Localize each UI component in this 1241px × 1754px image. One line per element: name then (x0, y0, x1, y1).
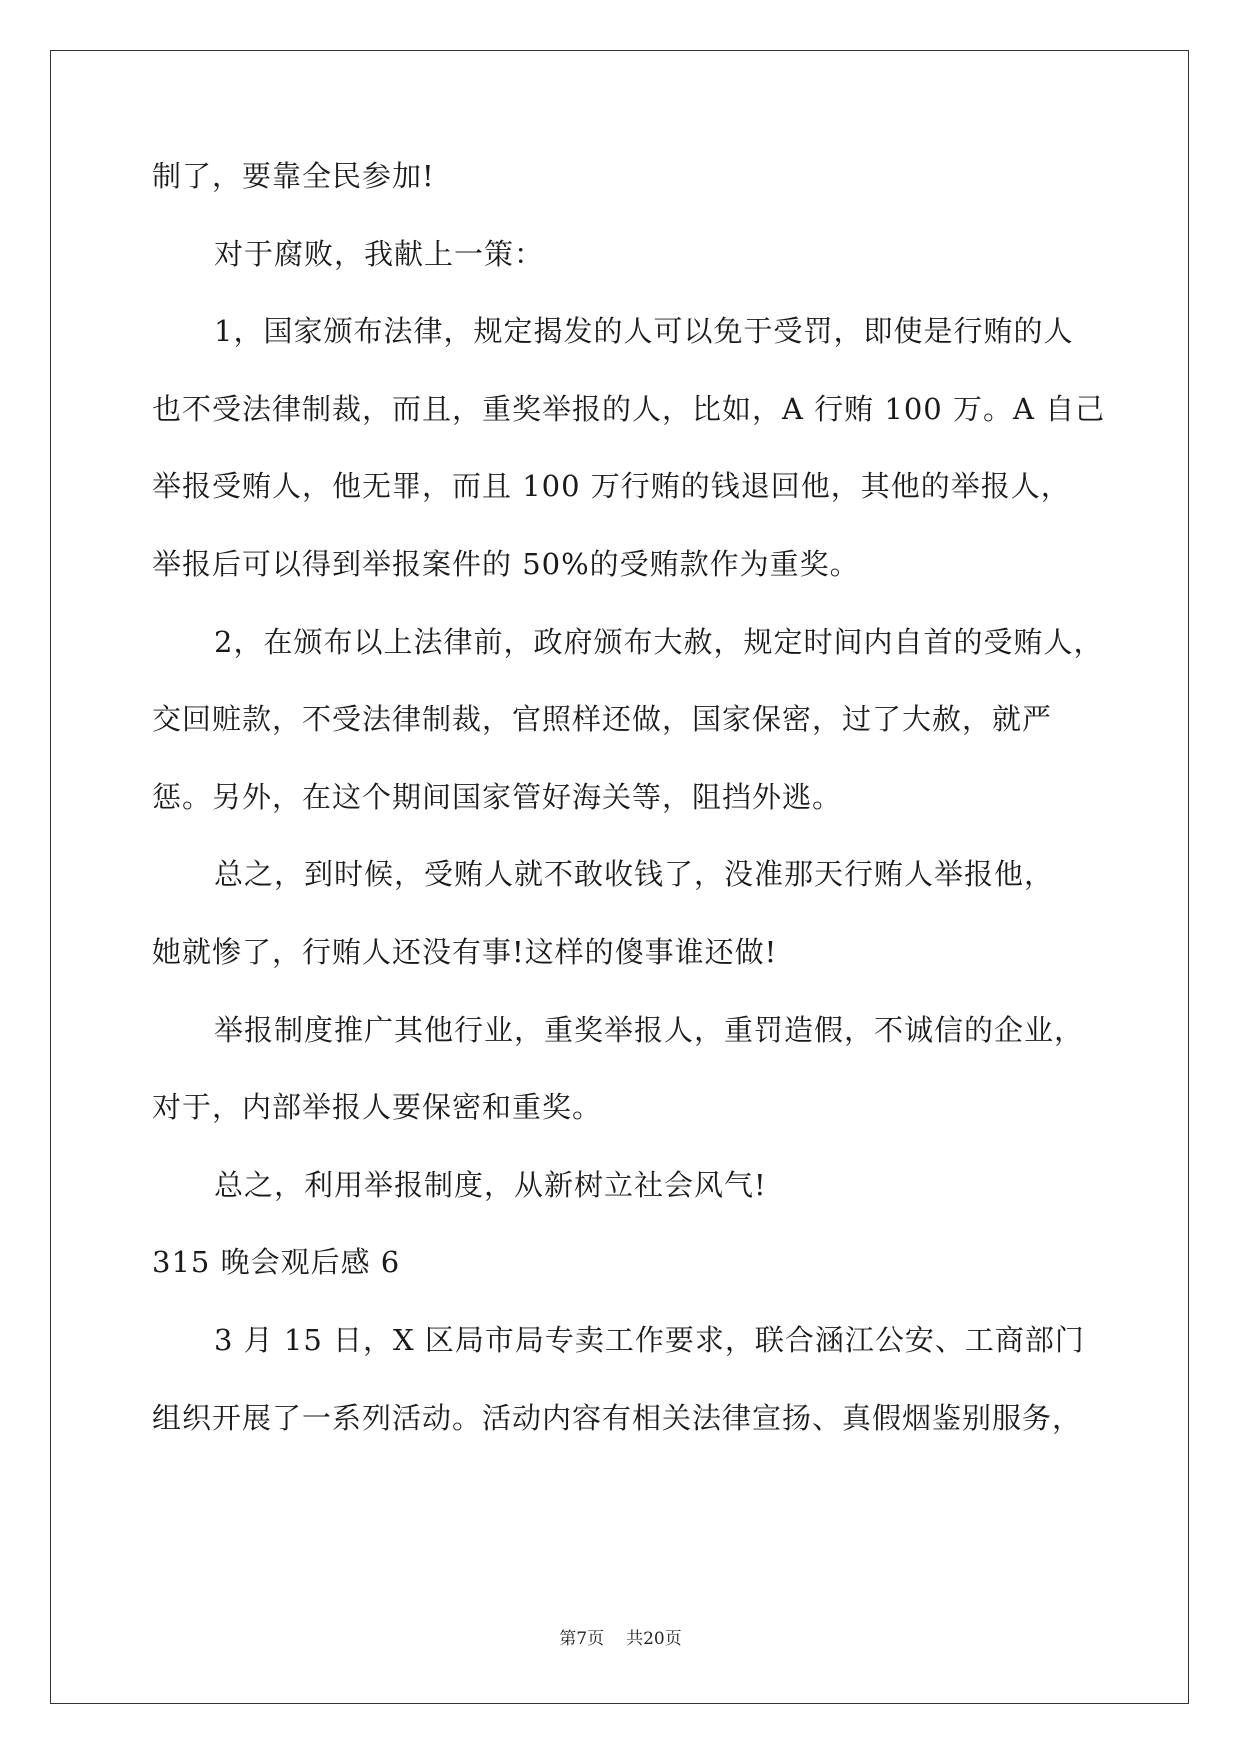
page-total: 共20页 (626, 1629, 682, 1649)
text-line: 对于，内部举报人要保密和重奖。 (152, 1090, 603, 1125)
text-line: 惩。另外，在这个期间国家管好海关等，阻挡外逃。 (152, 779, 843, 814)
text-line: 3 月 15 日，X 区局市局专卖工作要求，联合涵江公安、工商部门 (214, 1322, 1085, 1357)
text-line: 1，国家颁布法律，规定揭发的人可以免于受罚，即使是行贿的人 (214, 314, 1074, 349)
text-line: 也不受法律制裁，而且，重奖举报的人，比如，A 行贿 100 万。A 自己 (152, 391, 1106, 426)
page-number: 第7页 (559, 1629, 605, 1649)
document-body (152, 138, 1112, 1457)
text-line: 315 晚会观后感 6 (152, 1245, 401, 1280)
text-line: 制了，要靠全民参加! (152, 159, 435, 193)
text-line: 总之，到时候，受贿人就不敢收钱了，没准那天行贿人举报他， (214, 857, 1055, 892)
text-line: 举报制度推广其他行业，重奖举报人，重罚造假，不诚信的企业， (214, 1012, 1085, 1047)
page-footer (0, 1624, 1241, 1649)
text-line: 2，在颁布以上法律前，政府颁布大赦，规定时间内自首的受贿人， (214, 624, 1104, 659)
text-line: 组织开展了一系列活动。活动内容有相关法律宣扬、真假烟鉴别服务， (152, 1400, 1083, 1435)
text-line: 交回赃款，不受法律制裁，官照样还做，国家保密，过了大赦，就严 (152, 702, 1053, 737)
text-line: 总之，利用举报制度，从新树立社会风气! (214, 1167, 767, 1202)
text-line: 举报受贿人，他无罪，而且 100 万行贿的钱退回他，其他的举报人， (152, 469, 1071, 504)
text-line: 对于腐败，我献上一策： (214, 236, 545, 271)
text-line: 举报后可以得到举报案件的 50%的受贿款作为重奖。 (152, 546, 860, 581)
text-line: 她就惨了，行贿人还没有事!这样的傻事谁还做! (152, 934, 778, 969)
